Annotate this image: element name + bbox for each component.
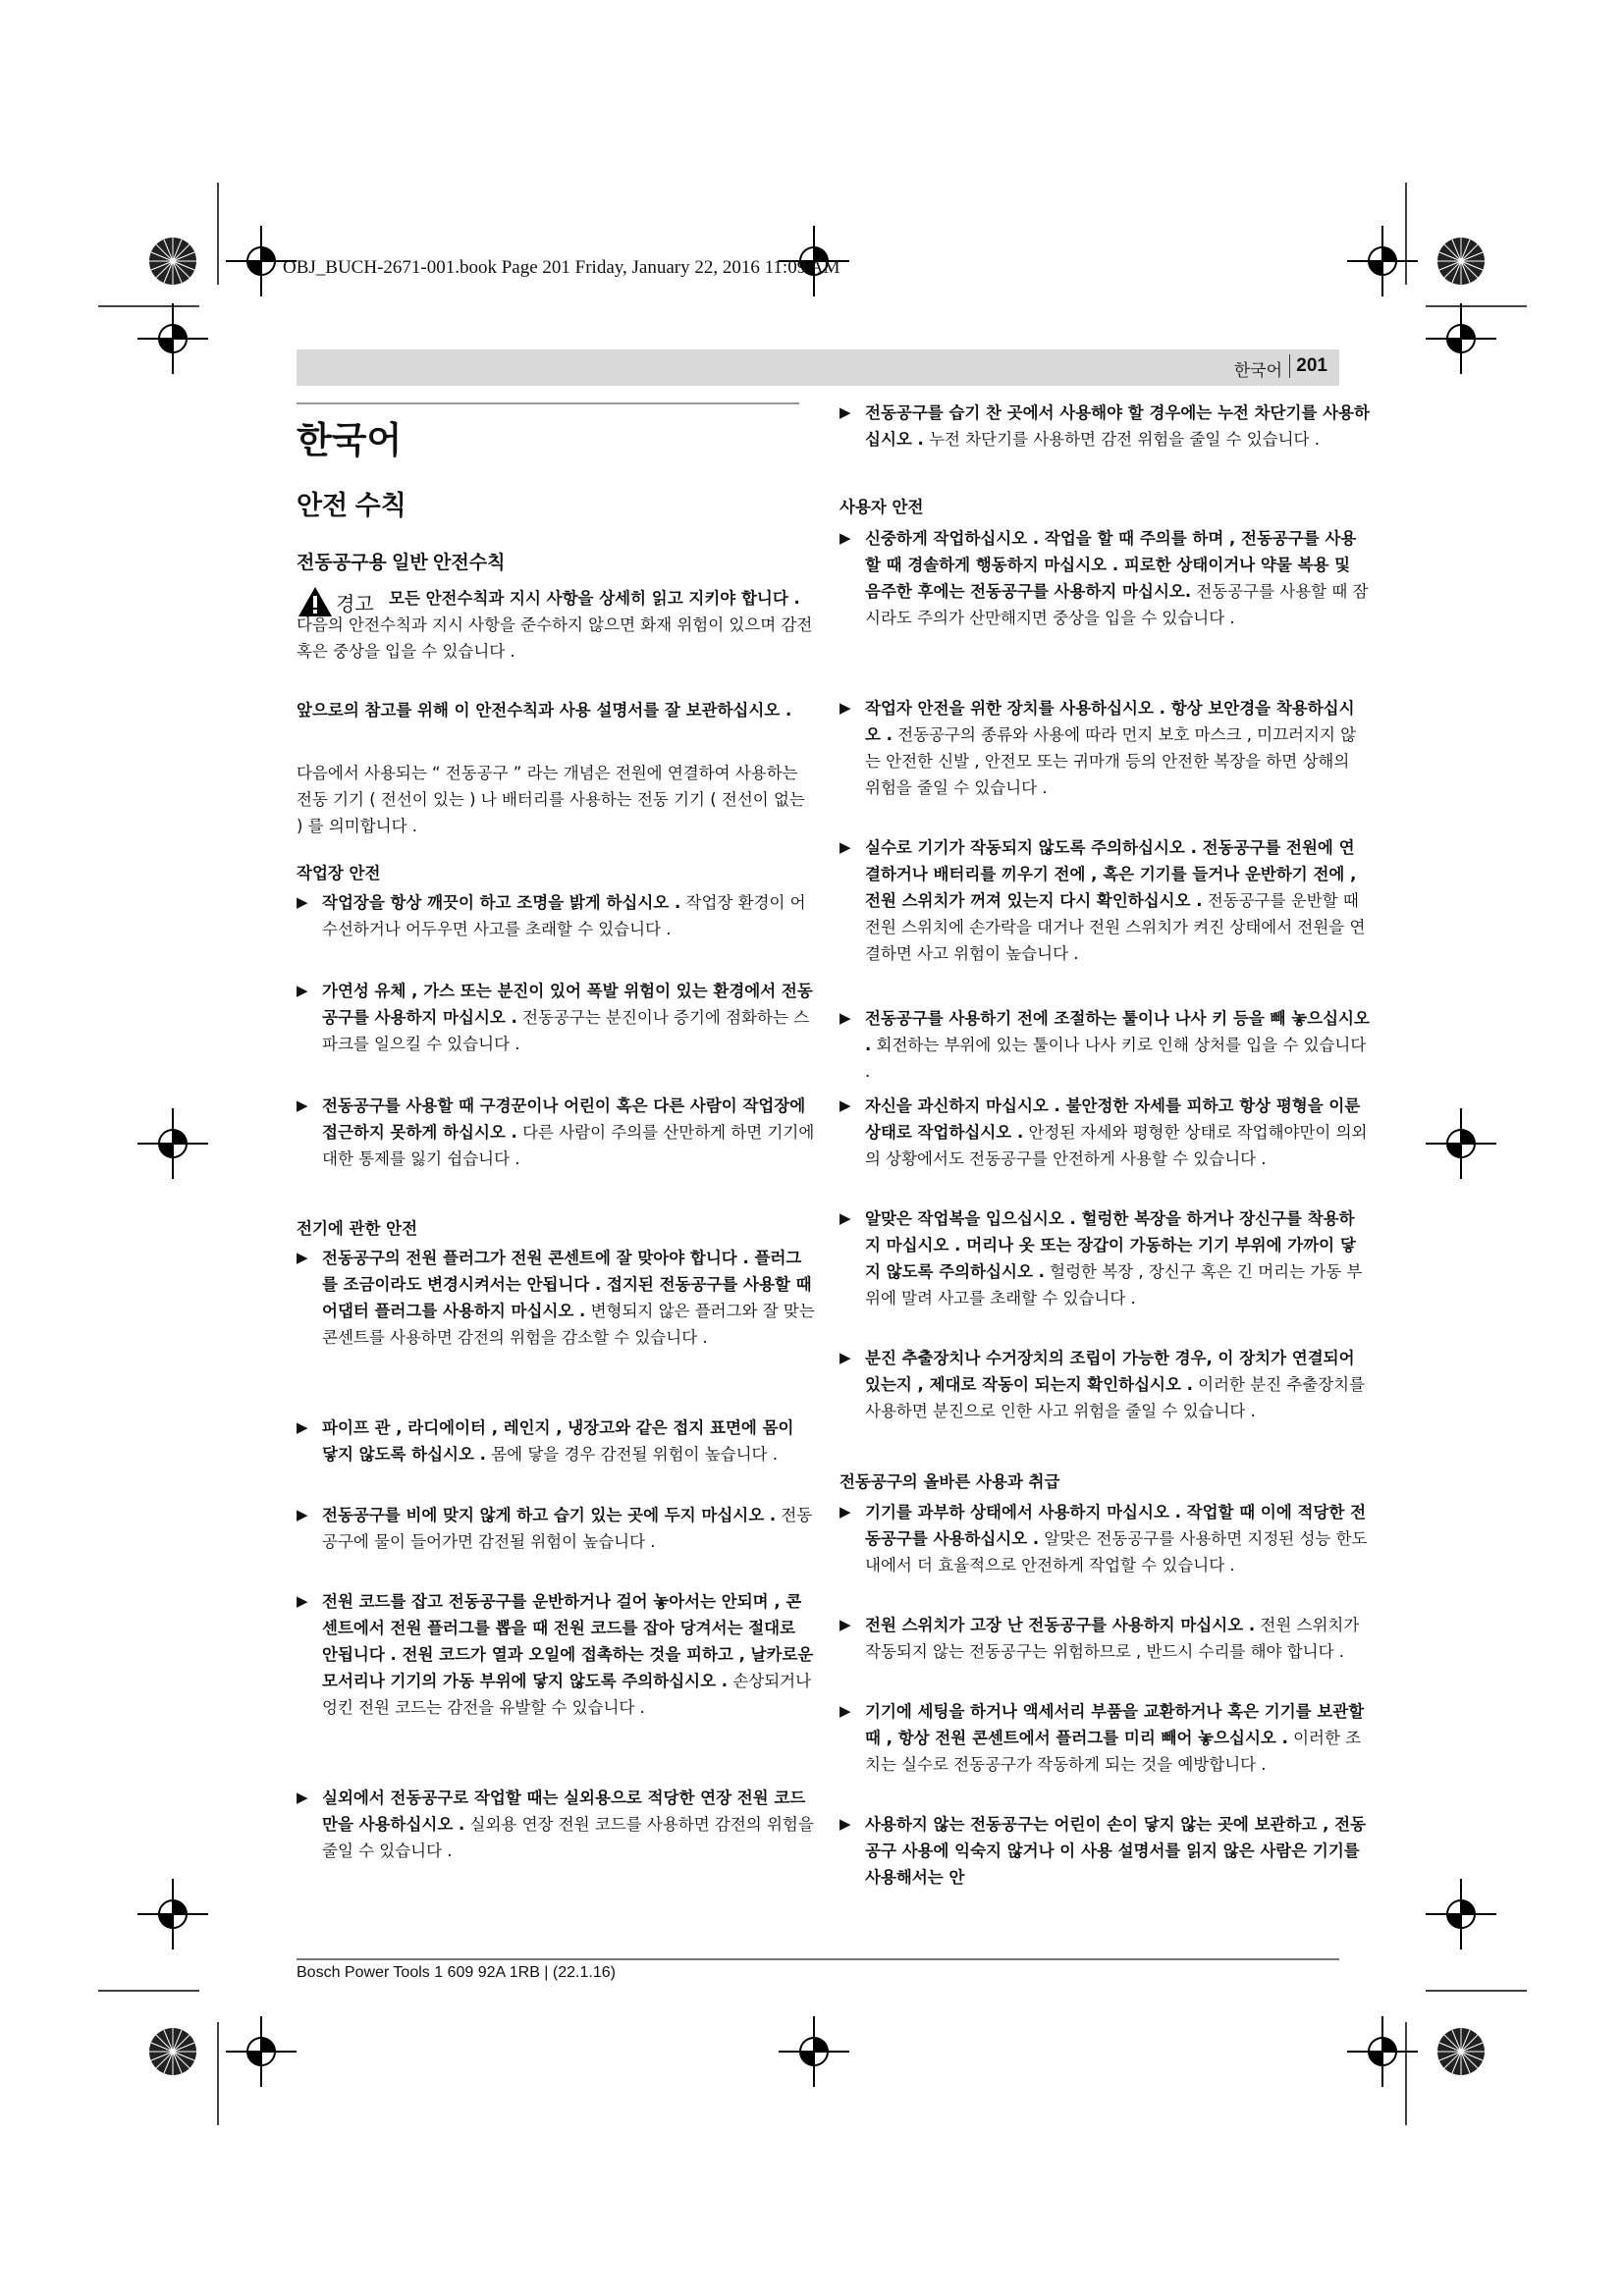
bullet-icon: ▶ — [839, 1096, 851, 1114]
list-item-text: 전동공구는 분진이나 증기에 점화하는 스파크를 일으킬 수 있습니다 . — [322, 1008, 810, 1053]
header-separator — [1289, 354, 1291, 378]
list-item-text: 전동공구를 사용할 때 잠시라도 주의가 산만해지면 중상을 입을 수 있습니다 . — [865, 582, 1369, 627]
definition-text: 다음에서 사용되는 “ 전동공구 ” 라는 개념은 전원에 연결하여 사용하는 전동 기기 ( 전선이 있는 ) 나 배터리를 사용하는 전동 기기 ( 전선이 없는 ) 를 의미합니다 . — [297, 764, 805, 835]
list-item-bold: 작업장을 항상 깨끗이 하고 조명을 밝게 하십시오 . — [322, 893, 681, 912]
list-item — [839, 1345, 1370, 1424]
bullet-icon: ▶ — [839, 1209, 851, 1227]
list-item-text: 전동공구를 운반할 때 전원 스위치에 손가락을 대거나 전원 스위치가 켜진 상태에서 전원을 연결하면 사고 위험이 높습니다 . — [865, 891, 1366, 963]
list-item-text: 전원 스위치가 작동되지 않는 전동공구는 위험하므로 , 반드시 수리를 해야 합니다 . — [865, 1616, 1360, 1661]
list-item — [839, 1811, 1370, 1891]
list-item-text: 전동공구의 종류와 사용에 따라 먼지 보호 마스크 , 미끄러지지 않는 안전한 신발 , 안전모 또는 귀마개 등의 안전한 복장을 하면 상해의 위험을 줄일 수 있습니다 . — [865, 725, 1357, 797]
list-item-bold: 기기에 세팅을 하거나 액세서리 부품을 교환하거나 혹은 기기를 보관할 때 , 항상 전원 콘센트에서 플러그를 미리 빼어 놓으십시오 . — [865, 1702, 1365, 1747]
list-item-text: 안정된 자세와 평형한 상태로 작업해야만이 의외의 상황에서도 전동공구를 안전하게 사용할 수 있습니다 . — [865, 1123, 1368, 1168]
list-item — [839, 1205, 1370, 1311]
list-item-bold: 전동공구를 습기 찬 곳에서 사용해야 할 경우에는 누전 차단기를 사용하십시오 . — [865, 403, 1370, 449]
header-language: 한국어 — [1233, 361, 1282, 381]
list-item-bold: 전원 스위치가 고장 난 전동공구를 사용하지 마십시오 . — [865, 1616, 1256, 1634]
electrical-heading: 전기에 관한 안전 — [297, 1219, 418, 1238]
page-title: 한국어 — [297, 420, 403, 460]
list-item-bold: 작업자 안전을 위한 장치를 사용하십시오 . 항상 보안경을 착용하십시오 . — [865, 699, 1355, 744]
bullet-icon: ▶ — [297, 1249, 308, 1266]
list-item-text: 이러한 조치는 실수로 전동공구가 작동하게 되는 것을 예방합니다 . — [865, 1729, 1362, 1774]
bullet-icon: ▶ — [839, 699, 851, 717]
keep-instructions — [297, 697, 815, 723]
bullet-icon: ▶ — [297, 1592, 308, 1610]
list-item-bold: 가연성 유체 , 가스 또는 분진이 있어 폭발 위험이 있는 환경에서 전동공구를 사용하지 마십시오 . — [322, 982, 813, 1027]
list-item — [297, 978, 815, 1057]
bullet-icon: ▶ — [297, 1418, 308, 1436]
warning-bold: 모든 안전수칙과 지시 사항을 상세히 읽고 지키야 합니다 . — [389, 589, 800, 608]
list-item-text: 회전하는 부위에 있는 툴이나 나사 키로 인해 상처를 입을 수 있습니다 . — [865, 1036, 1367, 1081]
list-item — [297, 889, 815, 942]
page-number: 201 — [1296, 355, 1327, 376]
bullet-icon: ▶ — [297, 982, 308, 999]
list-item-bold: 자신을 과신하지 마십시오 . 불안정한 자세를 피하고 항상 평형을 이룬 상태로 작업하십시오 . — [865, 1096, 1361, 1142]
list-item-bold: 신중하게 작업하십시오 . 작업을 할 때 주의를 하며 , 전동공구를 사용할 때 경솔하게 행동하지 마십시오 . 피로한 상태이거나 약물 복용 및 음주한 후에는 전동공구를 사용하지 마십시오. — [865, 529, 1357, 601]
safety-heading: 안전 수칙 — [297, 491, 406, 520]
warning-block — [297, 585, 815, 698]
footer-rule — [297, 1958, 1339, 1960]
bullet-icon: ▶ — [839, 1815, 851, 1833]
list-item — [297, 1093, 815, 1172]
list-item-bold: 전동공구를 사용할 때 구경꾼이나 어린이 혹은 다른 사람이 작업장에 접근하지 못하게 하십시오 . — [322, 1096, 806, 1142]
list-item-bold: 전동공구의 전원 플러그가 전원 콘센트에 잘 맞아야 합니다 . 플러그를 조금이라도 변경시켜서는 안됩니다 . 접지된 전동공구를 사용할 때 어댑터 플러그를 사용하지 마십시오 . — [322, 1249, 812, 1320]
keep-instructions-bold: 앞으로의 참고를 위해 이 안전수칙과 사용 설명서를 잘 보관하십시오 . — [297, 701, 792, 720]
bullet-icon: ▶ — [839, 1702, 851, 1720]
list-item-text: 실외용 연장 전원 코드를 사용하면 감전의 위험을 줄일 수 있습니다 . — [322, 1815, 814, 1860]
list-item-bold: 기기를 과부하 상태에서 사용하지 마십시오 . 작업할 때 이에 적당한 전동공구를 사용하십시오 . — [865, 1503, 1367, 1548]
list-item-text: 몸에 닿을 경우 감전될 위험이 높습니다 . — [485, 1445, 778, 1464]
bullet-icon: ▶ — [297, 1506, 308, 1523]
list-item-text: 알맞은 전동공구를 사용하면 지정된 성능 한도 내에서 더 효율적으로 안전하게 작업할 수 있습니다 . — [865, 1529, 1368, 1575]
list-item-text: 전동공구에 물이 들어가면 감전될 위험이 높습니다 . — [322, 1506, 813, 1551]
bullet-icon: ▶ — [839, 1349, 851, 1366]
list-item-text: 누전 차단기를 사용하면 감전 위험을 줄일 수 있습니다 . — [923, 430, 1320, 449]
list-item-text: 작업장 환경이 어수선하거나 어두우면 사고를 초래할 수 있습니다 . — [322, 893, 806, 938]
bullet-icon: ▶ — [297, 893, 308, 911]
list-item — [839, 1698, 1370, 1778]
list-item-bold: 실외에서 전동공구로 작업할 때는 실외용으로 적당한 연장 전원 코드만을 사용하십시오 . — [322, 1789, 806, 1834]
list-item-bold: 분진 추출장치나 수거장치의 조립이 가능한 경우, 이 장치가 연결되어 있는지 , 제대로 작동이 되는지 확인하십시오 . — [865, 1349, 1355, 1394]
warning-text — [297, 585, 815, 665]
list-item — [297, 1415, 815, 1468]
bullet-icon: ▶ — [297, 1789, 308, 1806]
personal-safety-heading: 사용자 안전 — [839, 498, 924, 516]
list-item-bold: 알맞은 작업복을 입으십시오 . 헐렁한 복장을 하거나 장신구를 착용하지 마십시오 . 머리나 옷 또는 장갑이 가동하는 기기 부위에 가까이 닿지 않도록 주의하십시오 . — [865, 1209, 1356, 1281]
bullet-icon: ▶ — [839, 1616, 851, 1633]
list-item-text: 다른 사람이 주의를 산만하게 하면 기기에 대한 통제를 잃기 쉽습니다 . — [322, 1123, 815, 1168]
list-item-bold: 전동공구를 비에 맞지 않게 하고 습기 있는 곳에 두지 마십시오 . — [322, 1506, 777, 1524]
list-item — [839, 400, 1370, 453]
list-item — [839, 525, 1370, 631]
bullet-icon: ▶ — [839, 403, 851, 421]
bullet-icon: ▶ — [839, 529, 851, 547]
list-item-bold: 전동공구를 사용하기 전에 조절하는 툴이나 나사 키 등을 빼 놓으십시오 . — [865, 1009, 1370, 1054]
list-item-text: 변형되지 않은 플러그와 잘 맞는 콘센트를 사용하면 감전의 위험을 감소할 수 있습니다 . — [322, 1302, 815, 1347]
list-item — [297, 1502, 815, 1555]
tool-use-heading: 전동공구의 올바른 사용과 취급 — [839, 1472, 1060, 1491]
list-item-text: 손상되거나 엉킨 전원 코드는 감전을 유발할 수 있습니다 . — [322, 1672, 812, 1717]
book-info-line: OBJ_BUCH-2671-001.book Page 201 Friday, January 22, 2016 11:09 AM — [283, 257, 840, 278]
list-item-text: 헐렁한 복장 , 장신구 혹은 긴 머리는 가동 부위에 말려 사고를 초래할 수 있습니다 . — [865, 1262, 1363, 1308]
list-item — [839, 1093, 1370, 1172]
list-item-bold: 파이프 관 , 라디에이터 , 레인지 , 냉장고와 같은 접지 표면에 몸이 닿지 않도록 하십시오 . — [322, 1418, 794, 1464]
title-rule — [297, 402, 799, 404]
list-item — [297, 1588, 815, 1721]
bullet-icon: ▶ — [297, 1096, 308, 1114]
list-item-text: 이러한 분진 추출장치를 사용하면 분진으로 인한 사고 위험을 줄일 수 있습니다 . — [865, 1375, 1366, 1420]
bullet-icon: ▶ — [839, 1009, 851, 1027]
list-item-bold: 사용하지 않는 전동공구는 어린이 손이 닿지 않는 곳에 보관하고 , 전동공구 사용에 익숙지 않거나 이 사용 설명서를 읽지 않은 사람은 기기를 사용해서는 안 — [865, 1815, 1367, 1887]
warning-rest: 다음의 안전수칙과 지시 사항을 준수하지 않으면 화재 위험이 있으며 감전 혹은 중상을 입을 수 있습니다 . — [297, 615, 813, 661]
general-section-heading: 전동공구용 일반 안전수칙 — [297, 553, 506, 573]
list-item-bold: 실수로 기기가 작동되지 않도록 주의하십시오 . 전동공구를 전원에 연결하거나 배터리를 끼우기 전에 , 혹은 기기를 들거나 운반하기 전에 , 전원 스위치가 꺼져 있는지 다시 확인하십시오 . — [865, 838, 1357, 910]
warning-label: 경고 — [336, 592, 374, 615]
list-item — [297, 1785, 815, 1864]
bullet-icon: ▶ — [839, 838, 851, 856]
list-item — [297, 1245, 815, 1351]
list-item — [839, 1005, 1370, 1085]
work-area-heading: 작업장 안전 — [297, 864, 381, 882]
list-item-bold: 전원 코드를 잡고 전동공구를 운반하거나 걸어 놓아서는 안되며 , 콘센트에서 전원 플러그를 뽑을 때 전원 코드를 잡아 당겨서는 절대로 안됩니다 . 전원 코드가 열과 오일에 접촉하는 것을 피하고 , 날카로운 모서리나 기기의 가동 부위에 닿지 않도록 주의하십시오 . — [322, 1592, 814, 1690]
list-item — [839, 695, 1370, 801]
list-item — [839, 1499, 1370, 1578]
page-header-bar — [297, 349, 1339, 386]
list-item — [839, 1612, 1370, 1665]
footer-text: Bosch Power Tools 1 609 92A 1RB | (22.1.16) — [297, 1964, 616, 1981]
bullet-icon: ▶ — [839, 1503, 851, 1521]
list-item — [839, 834, 1370, 967]
